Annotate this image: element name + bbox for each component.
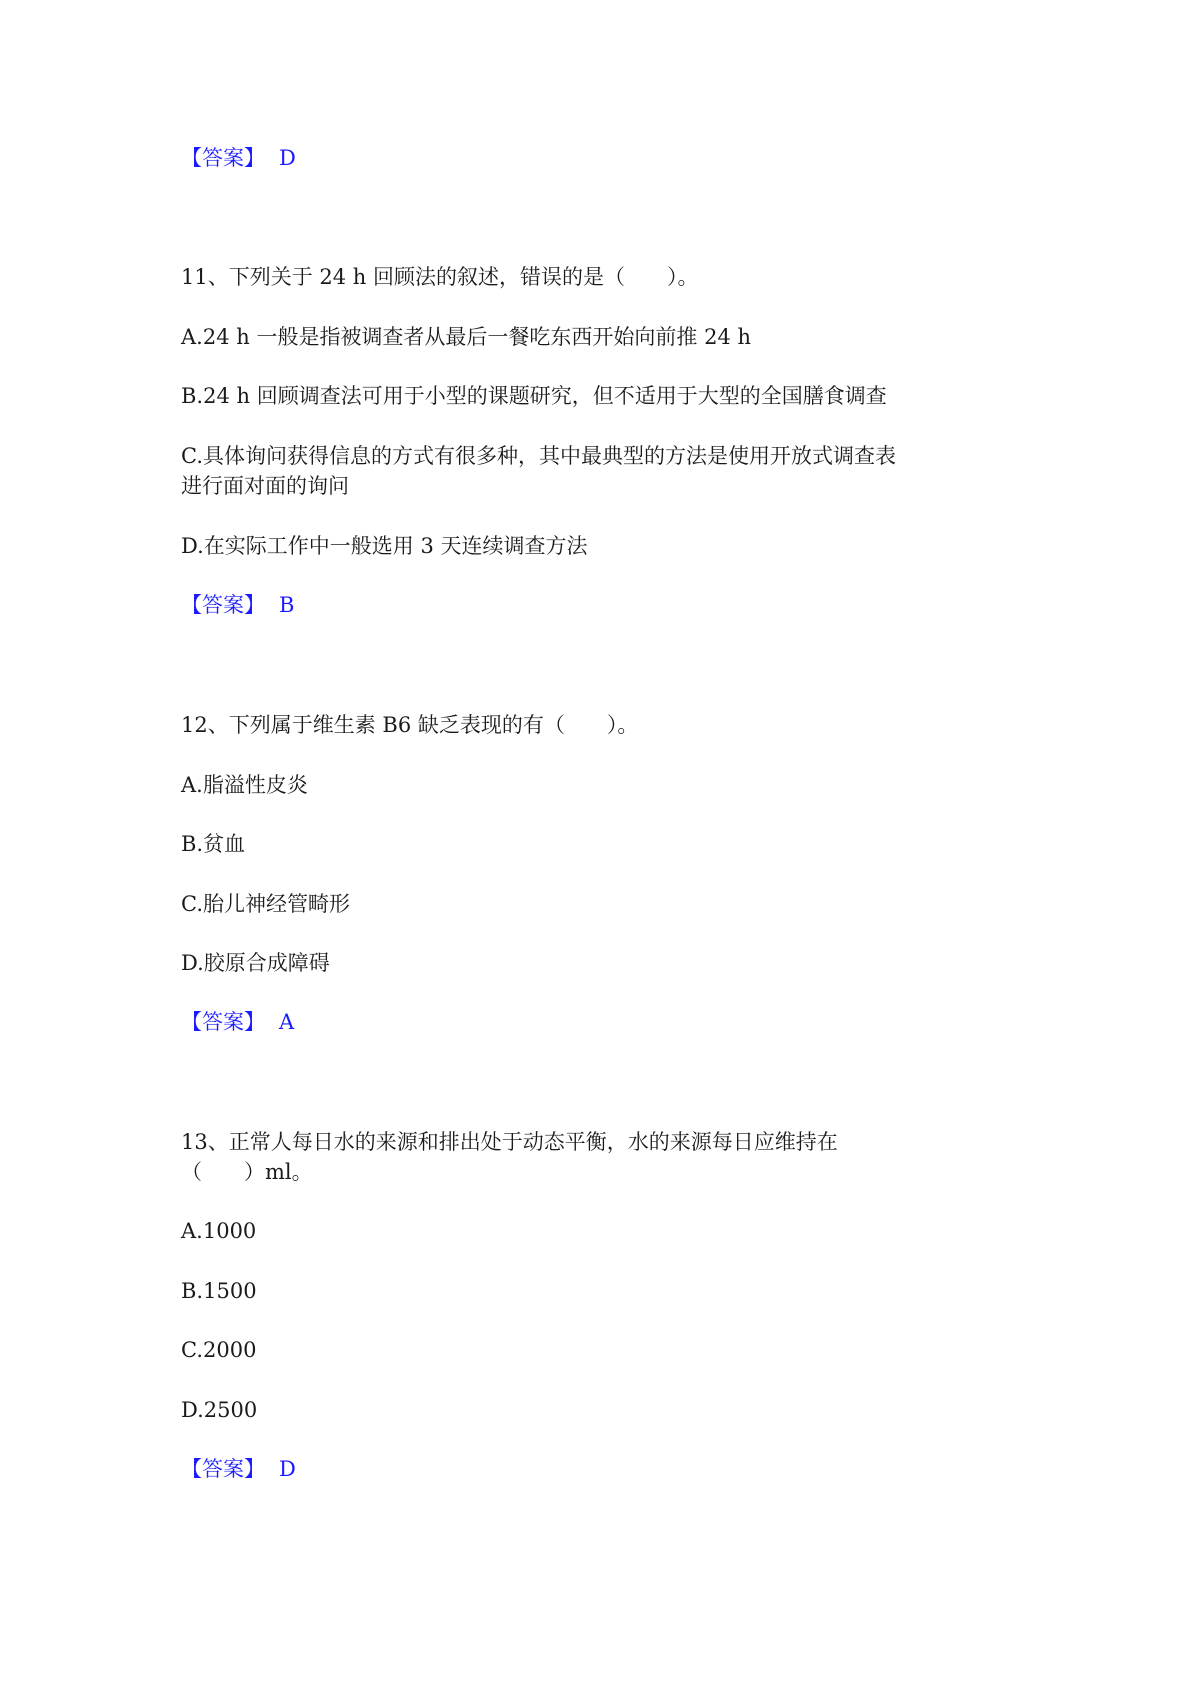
- question-13-option-c: C.2000: [181, 1338, 257, 1362]
- question-text: 正常人每日水的来源和排出处于动态平衡，水的来源每日应维持在: [228, 1130, 838, 1154]
- question-11-option-b: B.24 h 回顾调查法可用于小型的课题研究，但不适用于大型的全国膳食调查: [181, 384, 887, 408]
- question-13-stem-line1: [181, 1127, 838, 1157]
- question-11-option-d: D.在实际工作中一般选用 3 天连续调查方法: [181, 534, 588, 558]
- question-13-option-a: A.1000: [181, 1219, 257, 1243]
- answer-label: 【答案】: [181, 1010, 265, 1034]
- question-11-stem: [181, 262, 699, 292]
- answer-label: 【答案】: [181, 146, 265, 170]
- question-number: 11、: [181, 265, 229, 289]
- question-12-option-b: B.贫血: [181, 832, 246, 856]
- question-13-stem-line2: （ ）ml。: [181, 1160, 313, 1184]
- question-12-option-d: D.胶原合成障碍: [181, 951, 330, 975]
- question-11-option-c-line1: C.具体询问获得信息的方式有很多种，其中最典型的方法是使用开放式调查表: [181, 444, 896, 468]
- question-12-answer: [181, 1007, 294, 1037]
- answer-value: A: [279, 1010, 295, 1034]
- answer-line-prev: [181, 143, 296, 173]
- question-13-option-d: D.2500: [181, 1398, 258, 1422]
- answer-value: D: [279, 146, 296, 170]
- question-13-answer: [181, 1454, 296, 1484]
- question-text: 下列关于 24 h 回顾法的叙述，错误的是（ ）。: [228, 265, 699, 289]
- answer-label: 【答案】: [181, 593, 265, 617]
- question-number: 12、: [181, 713, 229, 737]
- question-12-stem: [181, 710, 638, 740]
- question-text: 下列属于维生素 B6 缺乏表现的有（ ）。: [228, 713, 639, 737]
- question-11-option-c-line2: 进行面对面的询问: [181, 474, 349, 498]
- question-12-option-a: A.脂溢性皮炎: [181, 773, 308, 797]
- question-12-option-c: C.胎儿神经管畸形: [181, 892, 350, 916]
- answer-value: D: [279, 1457, 296, 1481]
- answer-label: 【答案】: [181, 1457, 265, 1481]
- answer-value: B: [279, 593, 295, 617]
- question-11-answer: [181, 590, 294, 620]
- question-11-option-a: A.24 h 一般是指被调查者从最后一餐吃东西开始向前推 24 h: [181, 325, 752, 349]
- question-13-option-b: B.1500: [181, 1279, 257, 1303]
- question-number: 13、: [181, 1130, 229, 1154]
